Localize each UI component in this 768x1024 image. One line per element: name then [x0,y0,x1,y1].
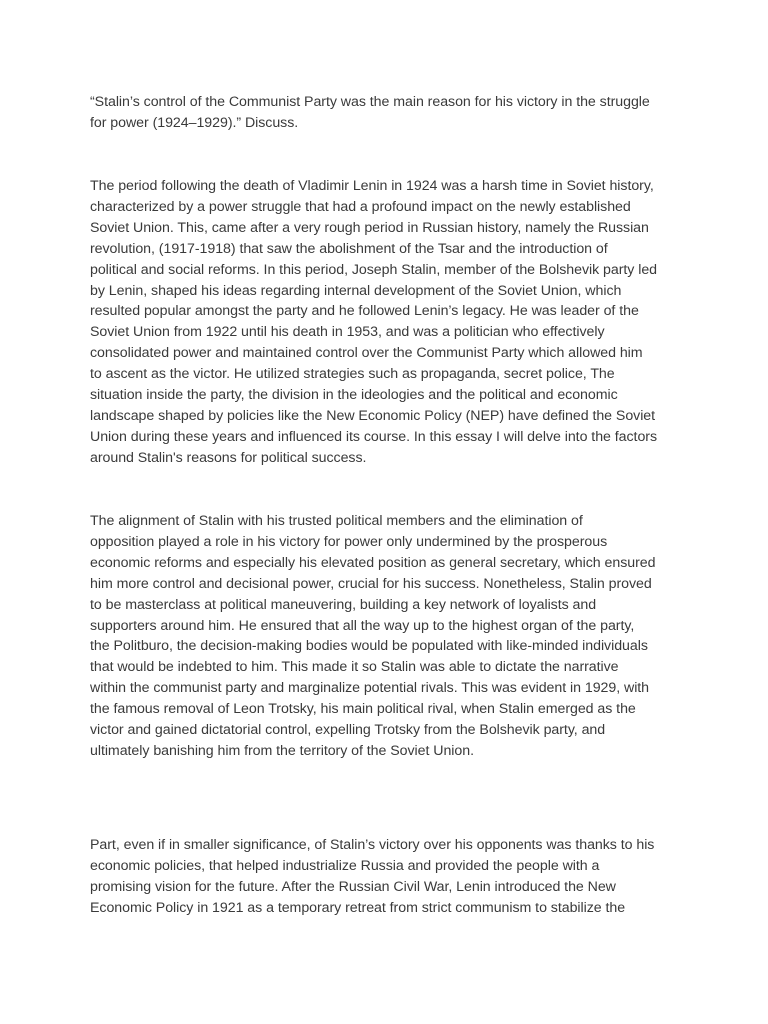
paragraph-party-control: The alignment of Stalin with his trusted political members and the elimination of opposition played a role in his victory for power only undermined by the prosperous economic reforms and especially his elevated position as general secretary, which ensured him more control and decisional power, crucial for his success. Nonetheless, Stalin proved to be masterclass at political maneuvering, building a key network of loyalists and supporters around him. He ensured that all the way up to the highest organ of the party, the Politburo, the decision-making bodies would be populated with like-minded individuals that would be indebted to him. This made it so Stalin was able to dictate the narrative within the communist party and marginalize potential rivals. This was evident in 1929, with the famous removal of Leon Trotsky, his main political rival, when Stalin emerged as the victor and gained dictatorial control, expelling Trotsky from the Bolshevik party, and ultimately banishing him from the territory of the Soviet Union. [90,513,656,759]
essay-prompt: “Stalin’s control of the Communist Party was the main reason for his victory in the struggle for power (1924–1929).” Discuss. [90,94,650,131]
paragraph-introduction: The period following the death of Vladimir Lenin in 1924 was a harsh time in Soviet history, characterized by a power struggle that had a profound impact on the newly established Soviet Union. This, came after a very rough period in Russian history, namely the Russian revolution, (1917-1918) that saw the abolishment of the Tsar and the introduction of political and social reforms. In this period, Joseph Stalin, member of the Bolshevik party led by Lenin, shaped his ideas regarding internal development of the Soviet Union, which resulted popular amongst the party and he followed Lenin’s legacy. He was leader of the Soviet Union from 1922 until his death in 1953, and was a politician who effectively consolidated power and maintained control over the Communist Party which allowed him to ascent as the victor. He utilized strategies such as propaganda, secret police, The situation inside the party, the division in the ideologies and the political and economic landscape shaped by policies like the New Economic Policy (NEP) have defined the Soviet Union during these years and influenced its course. In this essay I will delve into the factors around Stalin's reasons for political success. [90,178,658,466]
paragraph-economic-policies: Part, even if in smaller significance, of Stalin’s victory over his opponents was thanks to his economic policies, that helped industrialize Russia and provided the people with a promising vision for the future. After the Russian Civil War, Lenin introduced the New Economic Policy in 1921 as a temporary retreat from strict communism to stabilize the [90,837,655,916]
